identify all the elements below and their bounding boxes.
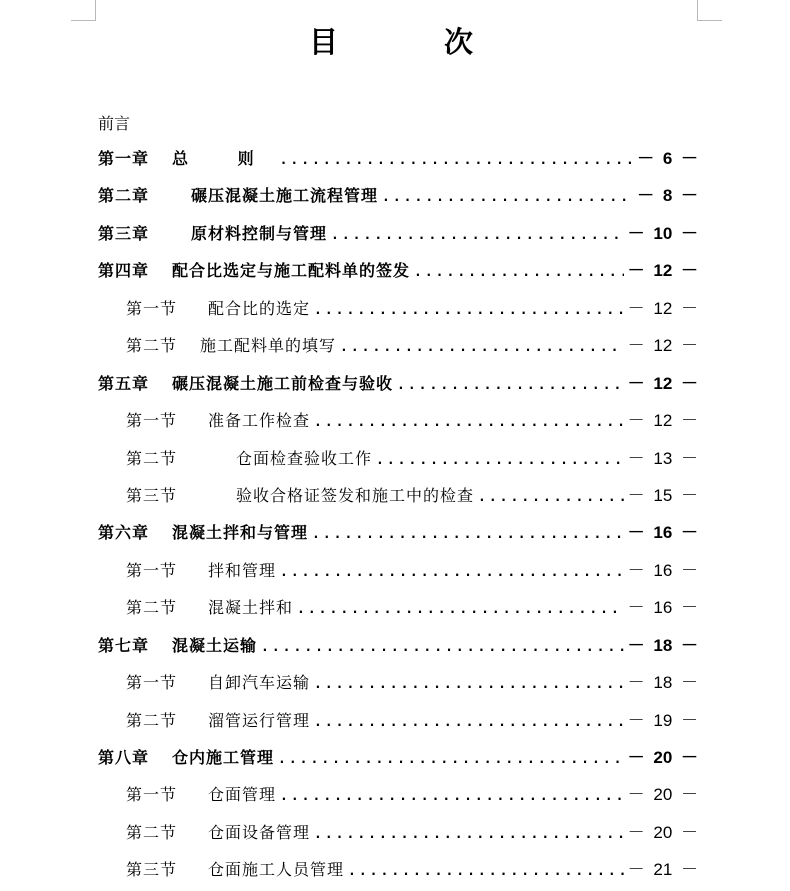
- toc-entry-page: － 10 －: [627, 223, 698, 243]
- toc-entry-label: 第一节: [126, 560, 178, 580]
- dot-leader: [331, 217, 624, 254]
- page-title: 目 次: [308, 25, 522, 59]
- dot-leader: [297, 591, 624, 628]
- toc-entry-label: 第一章: [98, 149, 150, 168]
- toc-entry-label: 第二节: [126, 336, 178, 356]
- toc-entry-section[interactable]: [98, 402, 698, 439]
- toc-entry-title: 总 则: [172, 149, 276, 168]
- toc-entry-label: 第二节: [126, 822, 178, 842]
- toc-entry-page: － 18 －: [627, 673, 698, 693]
- toc-entry-chapter-8[interactable]: [98, 739, 698, 776]
- toc-entry-page: － 12 －: [627, 336, 698, 356]
- toc-entry-title: 混凝土运输: [172, 635, 258, 655]
- toc-entry-section[interactable]: [98, 776, 698, 813]
- toc-entry-title: 验收合格证签发和施工中的检查: [236, 485, 475, 505]
- toc-entry-title: 配合比选定与施工配料单的签发: [172, 261, 411, 281]
- toc-entry-label: 第二章: [98, 186, 150, 206]
- dot-leader: [280, 554, 624, 591]
- toc-entry-page: － 6 －: [637, 149, 698, 168]
- toc-entry-label: 第三章: [98, 223, 150, 243]
- dot-leader: [397, 367, 624, 404]
- toc-entry-label: 第一节: [126, 411, 178, 431]
- toc-entry-chapter-1[interactable]: [98, 140, 698, 177]
- toc-entry-page: － 12 －: [627, 298, 698, 318]
- toc-entry-section[interactable]: [98, 440, 698, 477]
- toc-preface[interactable]: 前言: [98, 114, 131, 133]
- toc-entry-label: 第二节: [126, 448, 178, 468]
- toc-entry-title: 拌和管理: [208, 560, 277, 580]
- dot-leader: [382, 179, 633, 216]
- toc-entry-page: － 12 －: [627, 411, 698, 431]
- toc-entry-chapter-4[interactable]: [98, 252, 698, 289]
- toc-entry-title: 仓面管理: [208, 785, 277, 805]
- toc-entry-label: 第五章: [98, 373, 150, 393]
- dot-leader: [314, 404, 624, 441]
- dot-leader: [314, 666, 624, 703]
- crop-mark-top-left: [71, 0, 96, 21]
- toc-entry-title: 碾压混凝土施工流程管理: [191, 186, 379, 206]
- toc-entry-title: 自卸汽车运输: [208, 673, 311, 693]
- toc-entry-page: － 20 －: [627, 822, 698, 842]
- toc-entry-label: 第二节: [126, 598, 178, 618]
- toc-entry-section[interactable]: [98, 589, 698, 626]
- toc-entry-section[interactable]: [98, 327, 698, 364]
- toc-entry-page: － 16 －: [627, 598, 698, 618]
- toc-entry-section[interactable]: [98, 814, 698, 851]
- toc-entry-title: 仓面施工人员管理: [208, 860, 345, 880]
- toc-entry-label: 第四章: [98, 261, 150, 281]
- dot-leader: [314, 292, 624, 329]
- toc-entry-label: 第一节: [126, 673, 178, 693]
- dot-leader: [348, 853, 624, 890]
- toc-entry-page: － 21 －: [627, 860, 698, 880]
- toc-entry-title: 施工配料单的填写: [200, 336, 337, 356]
- toc-entry-section[interactable]: [98, 664, 698, 701]
- toc-entry-section[interactable]: [98, 477, 698, 514]
- toc-entry-label: 第三节: [126, 860, 178, 880]
- toc-entry-title: 原材料控制与管理: [191, 223, 328, 243]
- dot-leader: [261, 629, 624, 666]
- toc-entry-label: 第八章: [98, 748, 150, 767]
- toc-entry-page: － 16 －: [627, 523, 698, 543]
- toc-entry-page: － 19 －: [627, 710, 698, 730]
- toc-entry-page: － 20 －: [627, 748, 698, 767]
- toc-entry-page: － 20 －: [627, 785, 698, 805]
- toc-entry-chapter-6[interactable]: [98, 514, 698, 551]
- toc-entry-page: － 18 －: [627, 635, 698, 655]
- toc-entry-chapter-2[interactable]: [98, 177, 698, 214]
- dot-leader: [414, 254, 624, 291]
- toc-entry-page: － 12 －: [627, 373, 698, 393]
- dot-leader: [312, 516, 624, 553]
- dot-leader: [340, 329, 624, 366]
- toc-entry-title: 混凝土拌和: [208, 598, 294, 618]
- toc-entry-title: 配合比的选定: [208, 298, 311, 318]
- toc-entry-title: 碾压混凝土施工前检查与验收: [172, 373, 394, 393]
- toc-entry-label: 第六章: [98, 523, 150, 543]
- dot-leader: [478, 479, 624, 516]
- toc-entry-section[interactable]: [98, 702, 698, 739]
- dot-leader: [278, 741, 624, 778]
- toc-entry-title: 溜管运行管理: [208, 710, 311, 730]
- dot-leader: [280, 778, 624, 815]
- toc-entry-section[interactable]: [98, 290, 698, 327]
- toc-entry-page: － 13 －: [627, 448, 698, 468]
- dot-leader: [376, 442, 624, 479]
- toc-entry-title: 仓内施工管理: [172, 748, 275, 767]
- toc-entry-page: － 8 －: [637, 186, 698, 206]
- toc-entry-page: － 12 －: [627, 261, 698, 281]
- toc-entry-title: 仓面检查验收工作: [236, 448, 373, 468]
- dot-leader: [280, 142, 634, 179]
- toc-entry-section[interactable]: [98, 851, 698, 888]
- toc-entry-section[interactable]: [98, 552, 698, 589]
- toc-entry-chapter-7[interactable]: [98, 627, 698, 664]
- toc-entry-label: 第一节: [126, 298, 178, 318]
- dot-leader: [314, 704, 624, 741]
- toc-entry-label: 第二节: [126, 710, 178, 730]
- toc-entry-title: 准备工作检查: [208, 411, 311, 431]
- toc-entry-page: － 16 －: [627, 560, 698, 580]
- crop-mark-top-right: [697, 0, 722, 21]
- toc-entry-title: 仓面设备管理: [208, 822, 311, 842]
- toc-entry-page: － 15 －: [627, 485, 698, 505]
- table-of-contents: [98, 140, 698, 889]
- toc-entry-title: 混凝土拌和与管理: [172, 523, 309, 543]
- toc-entry-chapter-5[interactable]: [98, 365, 698, 402]
- toc-entry-label: 第七章: [98, 635, 150, 655]
- toc-entry-label: 第一节: [126, 785, 178, 805]
- dot-leader: [314, 816, 624, 853]
- toc-entry-chapter-3[interactable]: [98, 215, 698, 252]
- toc-entry-label: 第三节: [126, 485, 178, 505]
